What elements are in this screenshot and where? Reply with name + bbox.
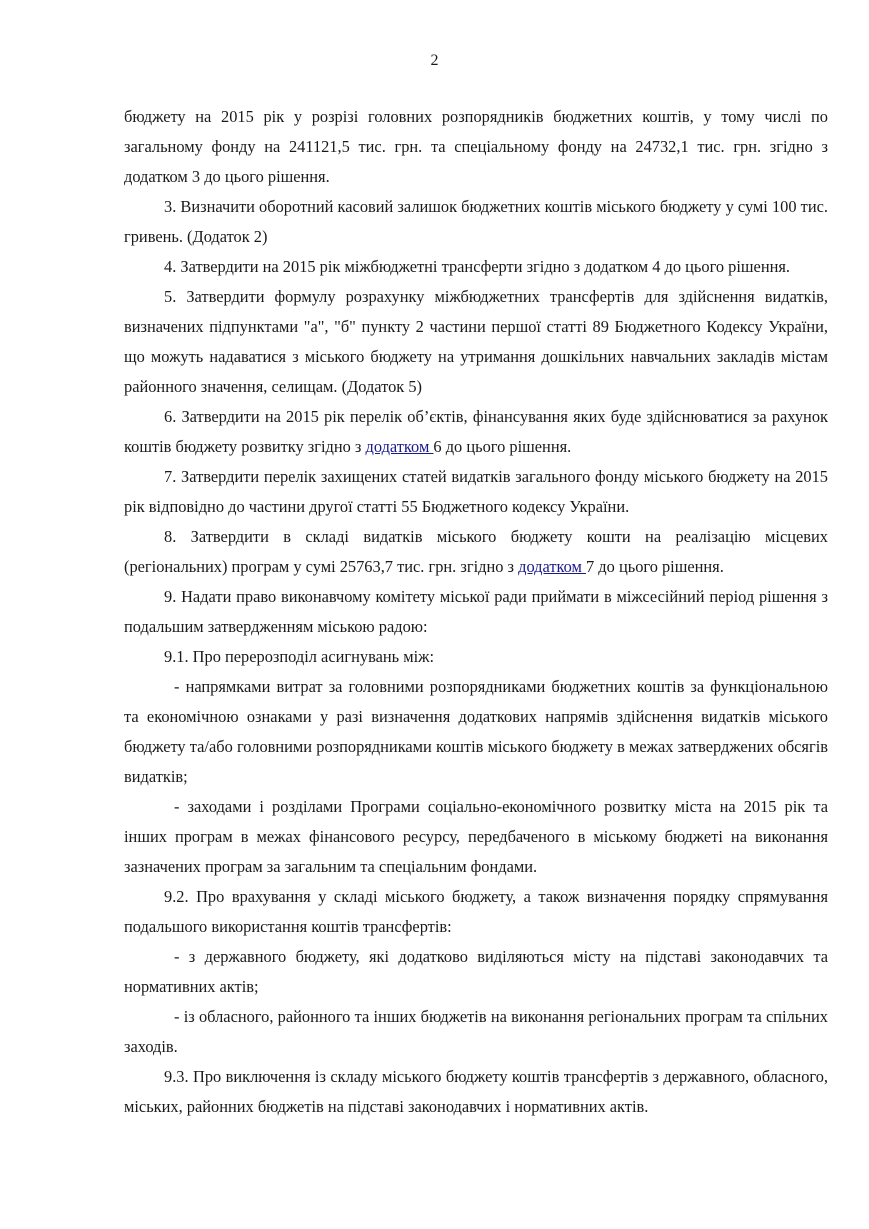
paragraph-item-8-tail: 7 до цього рішення.	[586, 557, 724, 576]
appendix-7-link[interactable]: додатком	[518, 557, 587, 576]
page-number: 2	[430, 52, 439, 69]
paragraph-item-9: 9. Надати право виконавчому комітету міської ради приймати в міжсесійний період рішення з подальшим затвердженням міською радою:	[124, 587, 828, 636]
paragraph-item-5: 5. Затвердити формулу розрахунку міжбюджетних трансфертів для здійснення видатків, визначених підпунктами "а", "б" пункту 2 частини першої статті 89 Бюджетного Кодексу України, що можуть надаватися з міського бюджету на утримання дошкільних навчальних закладів містам районного значення, селищам. (Додаток 5)	[124, 287, 828, 396]
paragraph-item-4: 4. Затвердити на 2015 рік міжбюджетні трансферти згідно з додатком 4 до цього рішення.	[164, 257, 790, 276]
paragraph-item-9-1-b: - заходами і розділами Програми соціально-економічного розвитку міста на 2015 рік та інших програм в межах фінансового ресурсу, передбаченого в міському бюджеті на виконання зазначених програм за загальним та спеціальним фондами.	[124, 797, 828, 876]
paragraph-item-6-text: 6. Затвердити на 2015 рік перелік об’єктів, фінансування яких буде здійснюватися за рахунок коштів бюджету розвитку згідно з	[124, 407, 828, 456]
paragraph-item-6	[124, 402, 828, 462]
paragraph-item-6-tail: 6 до цього рішення.	[433, 437, 572, 456]
appendix-6-link[interactable]: додатком	[365, 437, 434, 456]
paragraph-item-8-text: 8. Затвердити в складі видатків міського бюджету кошти на реалізацію місцевих (регіональних) програм у сумі 25763,7 тис. грн. згідно з	[124, 527, 828, 576]
document-body	[124, 102, 828, 1122]
paragraph-budget-continuation: бюджету на 2015 рік у розрізі головних розпорядників бюджетних коштів, у тому числі по загальному фонду на 241121,5 тис. грн. та спеціальному фонду на 24732,1 тис. грн. згідно з додатком 3 до цього рішення.	[124, 107, 828, 186]
paragraph-item-9-2-b: - із обласного, районного та інших бюджетів на виконання регіональних програм та спільних заходів.	[124, 1007, 828, 1056]
paragraph-item-3: 3. Визначити оборотний касовий залишок бюджетних коштів міського бюджету у сумі 100 тис. гривень. (Додаток 2)	[124, 197, 828, 246]
paragraph-item-9-2: 9.2. Про врахування у складі міського бюджету, а також визначення порядку спрямування подальшого використання коштів трансфертів:	[124, 887, 828, 936]
paragraph-item-9-2-a: - з державного бюджету, які додатково виділяються місту на підставі законодавчих та нормативних актів;	[124, 947, 828, 996]
paragraph-item-9-1-a: - напрямками витрат за головними розпорядниками бюджетних коштів за функціональною та економічною ознаками у разі визначення додаткових напрямів здійснення видатків міського бюджету та/або головними розпорядниками коштів міського бюджету в межах затверджених обсягів видатків;	[124, 677, 828, 786]
paragraph-item-7: 7. Затвердити перелік захищених статей видатків загального фонду міського бюджету на 2015 рік відповідно до частини другої статті 55 Бюджетного кодексу України.	[124, 467, 828, 516]
paragraph-item-8	[124, 522, 828, 582]
paragraph-item-9-1: 9.1. Про перерозподіл асигнувань між:	[164, 647, 435, 666]
paragraph-item-9-3: 9.3. Про виключення із складу міського бюджету коштів трансфертів з державного, обласного, міських, районних бюджетів на підставі законодавчих і нормативних актів.	[124, 1067, 828, 1116]
